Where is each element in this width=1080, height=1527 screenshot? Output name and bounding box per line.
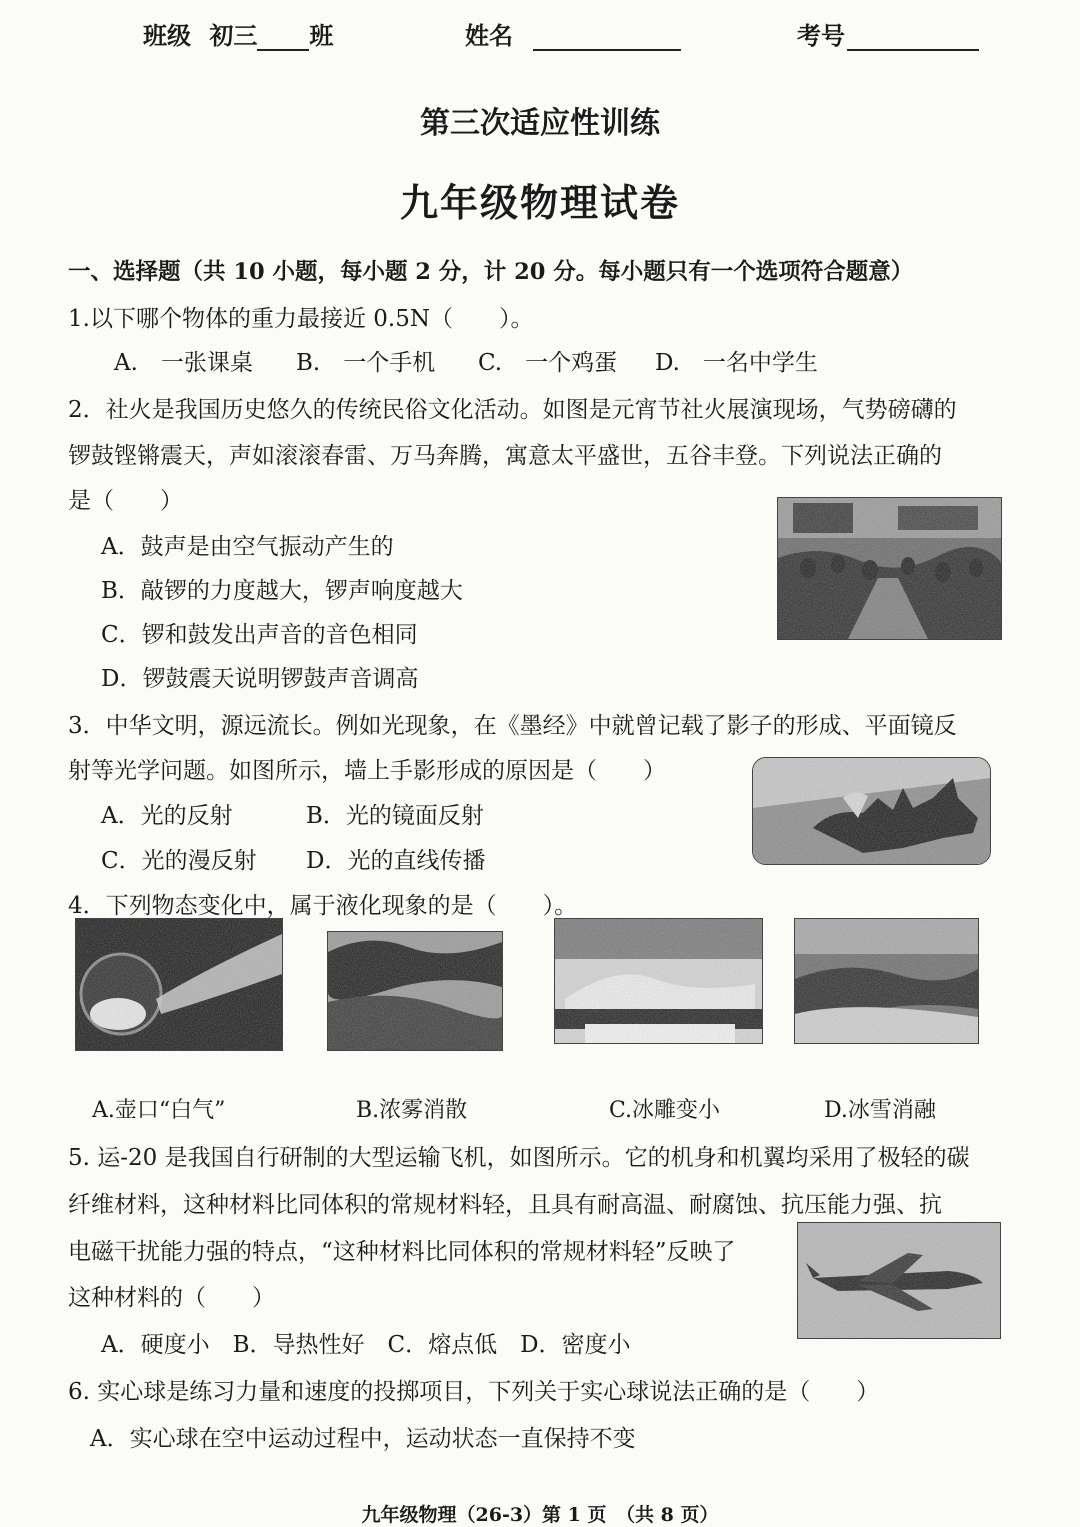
exam-no-blank[interactable] bbox=[847, 49, 979, 51]
q1-option-a: A. 一张课桌 bbox=[114, 350, 253, 376]
class-value: 初三 bbox=[209, 21, 258, 50]
q4-label-a: A.壶口“白气” bbox=[92, 1098, 226, 1123]
question-6-stem: 6. 实心球是练习力量和速度的投掷项目，下列关于实心球说法正确的是（ ） bbox=[68, 1379, 880, 1405]
q2-option-b: B．敲锣的力度越大，锣声响度越大 bbox=[101, 578, 463, 604]
name-blank[interactable] bbox=[533, 49, 681, 51]
q4-label-c: C.冰雕变小 bbox=[609, 1098, 721, 1123]
q2-option-c: C．锣和鼓发出声音的音色相同 bbox=[101, 622, 418, 648]
q5-options: A．硬度小 B．导热性好 C．熔点低 D．密度小 bbox=[101, 1332, 631, 1358]
q3-option-c: C．光的漫反射 bbox=[101, 848, 257, 874]
q2-option-d: D．锣鼓震天说明锣鼓声音调高 bbox=[101, 666, 419, 692]
class-label: 班级 bbox=[143, 21, 191, 50]
question-5-stem-line4: 这种材料的（ ） bbox=[68, 1285, 275, 1311]
name-label: 姓名 bbox=[465, 21, 513, 50]
class-blank[interactable] bbox=[257, 49, 309, 51]
question-4-stem: 4．下列物态变化中，属于液化现象的是（ ）。 bbox=[68, 893, 578, 919]
name-field bbox=[465, 16, 681, 51]
question-2-stem-line1: 2．社火是我国历史悠久的传统民俗文化活动。如图是元宵节社火展演现场，气势磅礴的 bbox=[68, 397, 957, 423]
q4-label-b: B.浓雾消散 bbox=[356, 1098, 468, 1123]
kettle-steam-photo bbox=[75, 918, 283, 1051]
ice-sculpture-photo bbox=[554, 918, 763, 1044]
subtitle: 第三次适应性训练 bbox=[420, 106, 660, 141]
festival-crowd-photo bbox=[777, 497, 1002, 640]
page-title: 九年级物理试卷 bbox=[399, 180, 680, 225]
q3-option-a: A．光的反射 bbox=[101, 803, 233, 829]
q4-label-d: D.冰雪消融 bbox=[824, 1098, 936, 1123]
section-heading: 一、选择题（共 10 小题，每小题 2 分，计 20 分。每小题只有一个选项符合题意） bbox=[68, 259, 914, 285]
melting-snow-photo bbox=[794, 918, 979, 1044]
exam-no-field bbox=[797, 16, 979, 51]
hand-shadow-photo bbox=[752, 757, 991, 865]
question-3-stem-line1: 3．中华文明，源远流长。例如光现象，在《墨经》中就曾记载了影子的形成、平面镜反 bbox=[68, 713, 957, 739]
q2-option-a: A．鼓声是由空气振动产生的 bbox=[101, 534, 394, 560]
class-suffix: 班 bbox=[309, 21, 334, 50]
question-3-stem-line2: 射等光学问题。如图所示，墙上手影形成的原因是（ ） bbox=[68, 758, 666, 784]
q1-option-b: B. 一个手机 bbox=[296, 350, 436, 376]
q1-option-d: D. 一名中学生 bbox=[655, 350, 818, 376]
question-2-stem-line2: 锣鼓铿锵震天，声如滚滚春雷、万马奔腾，寓意太平盛世，五谷丰登。下列说法正确的 bbox=[68, 443, 942, 469]
q3-option-d: D．光的直线传播 bbox=[306, 848, 486, 874]
exam-no-label: 考号 bbox=[797, 21, 845, 50]
class-field bbox=[143, 16, 333, 51]
fog-photo bbox=[327, 931, 503, 1051]
q3-option-b: B．光的镜面反射 bbox=[306, 803, 484, 829]
question-5-stem-line2: 纤维材料，这种材料比同体积的常规材料轻，且具有耐高温、耐腐蚀、抗压能力强、抗 bbox=[68, 1192, 942, 1218]
question-5-stem-line3: 电磁干扰能力强的特点，“这种材料比同体积的常规材料轻”反映了 bbox=[68, 1239, 736, 1265]
question-1-stem: 1.以下哪个物体的重力最接近 0.5N（ ）。 bbox=[68, 306, 534, 332]
question-5-stem-line1: 5. 运-20 是我国自行研制的大型运输飞机，如图所示。它的机身和机翼均采用了极轻的碳 bbox=[68, 1145, 970, 1171]
page-footer: 九年级物理（26-3）第 1 页 （共 8 页） bbox=[361, 1504, 719, 1526]
y20-aircraft-photo bbox=[797, 1222, 1001, 1339]
q6-option-a: A．实心球在空中运动过程中，运动状态一直保持不变 bbox=[90, 1426, 636, 1452]
q1-option-c: C. 一个鸡蛋 bbox=[478, 350, 618, 376]
question-2-stem-line3: 是（ ） bbox=[68, 488, 183, 514]
